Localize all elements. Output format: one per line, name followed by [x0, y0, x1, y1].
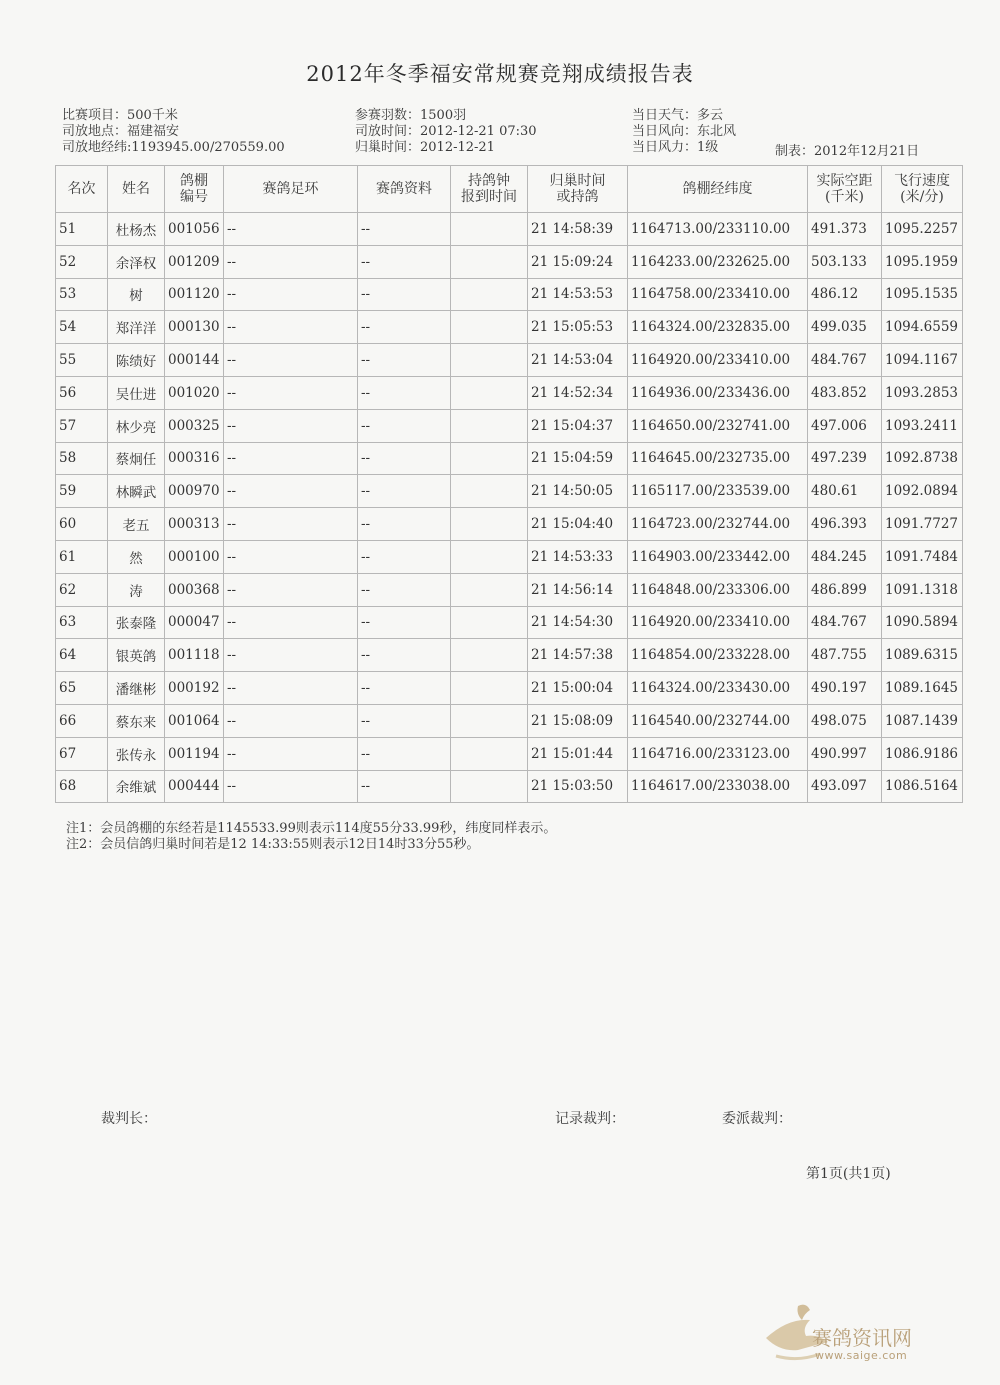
cell-loft: 001120 — [165, 278, 224, 311]
cell-dist: 503.133 — [808, 245, 882, 278]
weather: 当日天气：多云 — [632, 108, 724, 123]
entry-count: 参赛羽数：1500羽 — [355, 108, 467, 123]
cell-clock — [451, 573, 528, 606]
cell-ring: -- — [224, 409, 358, 442]
cell-ring: -- — [224, 278, 358, 311]
cell-rank: 67 — [56, 737, 108, 770]
cell-clock — [451, 508, 528, 541]
cell-rank: 56 — [56, 376, 108, 409]
cell-coord: 1164758.00/233410.00 — [628, 278, 808, 311]
watermark-name: 赛鸽资讯网 — [812, 1326, 912, 1350]
cell-name: 余维斌 — [108, 770, 165, 803]
race-item: 比赛项目：500千米 — [62, 108, 178, 123]
cell-loft: 000130 — [165, 311, 224, 344]
cell-ring: -- — [224, 737, 358, 770]
cell-ring: -- — [224, 344, 358, 377]
cell-speed: 1087.1439 — [882, 704, 963, 737]
cell-rank: 62 — [56, 573, 108, 606]
cell-loft: 001118 — [165, 639, 224, 672]
cell-clock — [451, 344, 528, 377]
cell-info: -- — [358, 672, 451, 705]
cell-rank: 60 — [56, 508, 108, 541]
cell-time: 21 15:08:09 — [528, 704, 628, 737]
cell-speed: 1094.1167 — [882, 344, 963, 377]
cell-name: 吴仕进 — [108, 376, 165, 409]
cell-info: -- — [358, 606, 451, 639]
header-clock: 持鸽钟 报到时间 — [451, 166, 528, 213]
cell-speed: 1095.1535 — [882, 278, 963, 311]
cell-name: 陈绩好 — [108, 344, 165, 377]
report-date: 制表：2012年12月21日 — [775, 144, 920, 159]
cell-rank: 53 — [56, 278, 108, 311]
cell-loft: 000368 — [165, 573, 224, 606]
cell-ring: -- — [224, 573, 358, 606]
cell-name: 涛 — [108, 573, 165, 606]
race-info-middle — [355, 108, 537, 156]
cell-rank: 61 — [56, 540, 108, 573]
cell-speed: 1095.2257 — [882, 213, 963, 246]
cell-info: -- — [358, 573, 451, 606]
cell-ring: -- — [224, 245, 358, 278]
table-row — [56, 442, 963, 475]
wind-direction: 当日风向：东北风 — [632, 124, 737, 139]
cell-time: 21 15:04:59 — [528, 442, 628, 475]
cell-loft: 001020 — [165, 376, 224, 409]
cell-info: -- — [358, 770, 451, 803]
cell-clock — [451, 606, 528, 639]
cell-coord: 1164645.00/232735.00 — [628, 442, 808, 475]
cell-loft: 000316 — [165, 442, 224, 475]
cell-loft: 001064 — [165, 704, 224, 737]
cell-coord: 1165117.00/233539.00 — [628, 475, 808, 508]
cell-ring: -- — [224, 639, 358, 672]
table-row — [56, 573, 963, 606]
cell-speed: 1086.5164 — [882, 770, 963, 803]
cell-name: 潘继彬 — [108, 672, 165, 705]
cell-info: -- — [358, 540, 451, 573]
cell-coord: 1164903.00/233442.00 — [628, 540, 808, 573]
cell-name: 郑洋洋 — [108, 311, 165, 344]
cell-rank: 68 — [56, 770, 108, 803]
cell-speed: 1091.7484 — [882, 540, 963, 573]
results-table — [55, 165, 963, 803]
cell-info: -- — [358, 376, 451, 409]
cell-name: 杜杨杰 — [108, 213, 165, 246]
cell-info: -- — [358, 508, 451, 541]
cell-clock — [451, 737, 528, 770]
cell-time: 21 15:00:04 — [528, 672, 628, 705]
cell-dist: 484.245 — [808, 540, 882, 573]
cell-time: 21 14:56:14 — [528, 573, 628, 606]
header-rank: 名次 — [56, 166, 108, 213]
cell-coord: 1164617.00/233038.00 — [628, 770, 808, 803]
cell-info: -- — [358, 475, 451, 508]
cell-name: 林瞬武 — [108, 475, 165, 508]
cell-ring: -- — [224, 508, 358, 541]
cell-ring: -- — [224, 704, 358, 737]
cell-rank: 51 — [56, 213, 108, 246]
cell-rank: 59 — [56, 475, 108, 508]
cell-clock — [451, 213, 528, 246]
cell-name: 老五 — [108, 508, 165, 541]
cell-dist: 497.239 — [808, 442, 882, 475]
table-row — [56, 278, 963, 311]
cell-dist: 487.755 — [808, 639, 882, 672]
cell-dist: 483.852 — [808, 376, 882, 409]
cell-time: 21 14:52:34 — [528, 376, 628, 409]
cell-speed: 1092.0894 — [882, 475, 963, 508]
watermark-url: www.saige.com — [815, 1349, 908, 1362]
cell-name: 余泽权 — [108, 245, 165, 278]
cell-info: -- — [358, 245, 451, 278]
cell-dist: 486.899 — [808, 573, 882, 606]
cell-clock — [451, 442, 528, 475]
cell-ring: -- — [224, 213, 358, 246]
header-loft: 鸽棚 编号 — [165, 166, 224, 213]
cell-speed: 1093.2411 — [882, 409, 963, 442]
header-coordinates: 鸽棚经纬度 — [628, 166, 808, 213]
cell-ring: -- — [224, 442, 358, 475]
cell-coord: 1164920.00/233410.00 — [628, 344, 808, 377]
cell-clock — [451, 311, 528, 344]
cell-clock — [451, 639, 528, 672]
cell-speed: 1089.6315 — [882, 639, 963, 672]
cell-rank: 58 — [56, 442, 108, 475]
cell-rank: 54 — [56, 311, 108, 344]
cell-info: -- — [358, 704, 451, 737]
table-row — [56, 672, 963, 705]
table-row — [56, 770, 963, 803]
cell-info: -- — [358, 409, 451, 442]
cell-coord: 1164650.00/232741.00 — [628, 409, 808, 442]
cell-info: -- — [358, 213, 451, 246]
cell-coord: 1164936.00/233436.00 — [628, 376, 808, 409]
return-date: 归巢时间：2012-12-21 — [355, 140, 495, 155]
cell-name: 张泰隆 — [108, 606, 165, 639]
cell-rank: 64 — [56, 639, 108, 672]
release-time: 司放时间：2012-12-21 07:30 — [355, 124, 537, 139]
release-location: 司放地点：福建福安 — [62, 124, 180, 139]
cell-dist: 484.767 — [808, 606, 882, 639]
cell-time: 21 14:50:05 — [528, 475, 628, 508]
cell-rank: 63 — [56, 606, 108, 639]
cell-time: 21 15:01:44 — [528, 737, 628, 770]
table-row — [56, 311, 963, 344]
header-info: 赛鸽资料 — [358, 166, 451, 213]
page-number: 第1页(共1页) — [806, 1166, 891, 1182]
cell-rank: 55 — [56, 344, 108, 377]
cell-coord: 1164723.00/232744.00 — [628, 508, 808, 541]
cell-speed: 1095.1959 — [882, 245, 963, 278]
cell-coord: 1164324.00/233430.00 — [628, 672, 808, 705]
cell-time: 21 15:04:37 — [528, 409, 628, 442]
cell-dist: 484.767 — [808, 344, 882, 377]
release-coordinates: 司放地经纬:1193945.00/270559.00 — [62, 140, 285, 155]
wind-force: 当日风力：1级 — [632, 140, 719, 155]
table-row — [56, 606, 963, 639]
cell-loft: 000100 — [165, 540, 224, 573]
note-2: 注2：会员信鸽归巢时间若是12 14:33:55则表示12日14时33分55秒。 — [66, 837, 480, 852]
table-row — [56, 737, 963, 770]
cell-loft: 000192 — [165, 672, 224, 705]
cell-dist: 499.035 — [808, 311, 882, 344]
cell-coord: 1164716.00/233123.00 — [628, 737, 808, 770]
cell-ring: -- — [224, 311, 358, 344]
cell-time: 21 14:53:33 — [528, 540, 628, 573]
cell-time: 21 14:53:04 — [528, 344, 628, 377]
cell-rank: 57 — [56, 409, 108, 442]
cell-name: 蔡东来 — [108, 704, 165, 737]
cell-dist: 497.006 — [808, 409, 882, 442]
cell-loft: 000144 — [165, 344, 224, 377]
cell-speed: 1086.9186 — [882, 737, 963, 770]
cell-rank: 65 — [56, 672, 108, 705]
cell-loft: 001056 — [165, 213, 224, 246]
cell-dist: 498.075 — [808, 704, 882, 737]
cell-time: 21 14:58:39 — [528, 213, 628, 246]
cell-ring: -- — [224, 540, 358, 573]
cell-speed: 1091.1318 — [882, 573, 963, 606]
table-row — [56, 213, 963, 246]
cell-info: -- — [358, 344, 451, 377]
cell-ring: -- — [224, 376, 358, 409]
cell-loft: 000444 — [165, 770, 224, 803]
table-row — [56, 639, 963, 672]
race-info-right — [632, 108, 736, 156]
cell-name: 银英鸽 — [108, 639, 165, 672]
cell-clock — [451, 245, 528, 278]
cell-clock — [451, 409, 528, 442]
table-row — [56, 344, 963, 377]
cell-coord: 1164324.00/232835.00 — [628, 311, 808, 344]
cell-time: 21 15:09:24 — [528, 245, 628, 278]
cell-clock — [451, 376, 528, 409]
header-speed: 飞行速度 (米/分) — [882, 166, 963, 213]
header-name: 姓名 — [108, 166, 165, 213]
cell-time: 21 15:03:50 — [528, 770, 628, 803]
cell-time: 21 14:57:38 — [528, 639, 628, 672]
cell-name: 蔡炯任 — [108, 442, 165, 475]
report-title: 2012年冬季福安常规赛竞翔成绩报告表 — [306, 62, 694, 86]
race-info-left — [62, 108, 285, 156]
cell-speed: 1089.1645 — [882, 672, 963, 705]
cell-dist: 496.393 — [808, 508, 882, 541]
cell-speed: 1091.7727 — [882, 508, 963, 541]
table-row — [56, 409, 963, 442]
cell-rank: 66 — [56, 704, 108, 737]
cell-clock — [451, 672, 528, 705]
cell-dist: 486.12 — [808, 278, 882, 311]
cell-name: 树 — [108, 278, 165, 311]
cell-loft: 000047 — [165, 606, 224, 639]
cell-clock — [451, 704, 528, 737]
cell-info: -- — [358, 311, 451, 344]
cell-loft: 000970 — [165, 475, 224, 508]
cell-dist: 490.197 — [808, 672, 882, 705]
cell-ring: -- — [224, 606, 358, 639]
cell-clock — [451, 475, 528, 508]
cell-info: -- — [358, 737, 451, 770]
cell-speed: 1093.2853 — [882, 376, 963, 409]
cell-name: 林少亮 — [108, 409, 165, 442]
appointed-judge-label: 委派裁判： — [722, 1111, 792, 1127]
cell-dist: 493.097 — [808, 770, 882, 803]
table-header-row — [56, 166, 963, 213]
cell-speed: 1090.5894 — [882, 606, 963, 639]
cell-dist: 480.61 — [808, 475, 882, 508]
header-arrival-time: 归巢时间 或持鸽 — [528, 166, 628, 213]
cell-speed: 1092.8738 — [882, 442, 963, 475]
cell-time: 21 15:04:40 — [528, 508, 628, 541]
cell-loft: 000313 — [165, 508, 224, 541]
cell-loft: 001194 — [165, 737, 224, 770]
cell-name: 张传永 — [108, 737, 165, 770]
table-row — [56, 475, 963, 508]
cell-coord: 1164233.00/232625.00 — [628, 245, 808, 278]
cell-coord: 1164713.00/233110.00 — [628, 213, 808, 246]
table-row — [56, 704, 963, 737]
cell-ring: -- — [224, 770, 358, 803]
cell-info: -- — [358, 278, 451, 311]
table-row — [56, 245, 963, 278]
cell-speed: 1094.6559 — [882, 311, 963, 344]
cell-info: -- — [358, 639, 451, 672]
cell-info: -- — [358, 442, 451, 475]
note-1: 注1：会员鸽棚的东经若是1145533.99则表示114度55分33.99秒，纬度同样表示。 — [66, 821, 557, 836]
table-row — [56, 508, 963, 541]
cell-clock — [451, 278, 528, 311]
cell-clock — [451, 770, 528, 803]
cell-clock — [451, 540, 528, 573]
cell-coord: 1164848.00/233306.00 — [628, 573, 808, 606]
cell-time: 21 15:05:53 — [528, 311, 628, 344]
cell-ring: -- — [224, 672, 358, 705]
cell-loft: 000325 — [165, 409, 224, 442]
recorder-judge-label: 记录裁判： — [555, 1111, 625, 1127]
table-row — [56, 540, 963, 573]
cell-loft: 001209 — [165, 245, 224, 278]
cell-time: 21 14:53:53 — [528, 278, 628, 311]
cell-coord: 1164854.00/233228.00 — [628, 639, 808, 672]
table-row — [56, 376, 963, 409]
cell-dist: 491.373 — [808, 213, 882, 246]
cell-coord: 1164920.00/233410.00 — [628, 606, 808, 639]
cell-ring: -- — [224, 475, 358, 508]
chief-judge-label: 裁判长： — [101, 1111, 157, 1127]
cell-name: 然 — [108, 540, 165, 573]
cell-dist: 490.997 — [808, 737, 882, 770]
header-distance: 实际空距 (千米) — [808, 166, 882, 213]
cell-coord: 1164540.00/232744.00 — [628, 704, 808, 737]
cell-time: 21 14:54:30 — [528, 606, 628, 639]
cell-rank: 52 — [56, 245, 108, 278]
header-ring: 赛鸽足环 — [224, 166, 358, 213]
